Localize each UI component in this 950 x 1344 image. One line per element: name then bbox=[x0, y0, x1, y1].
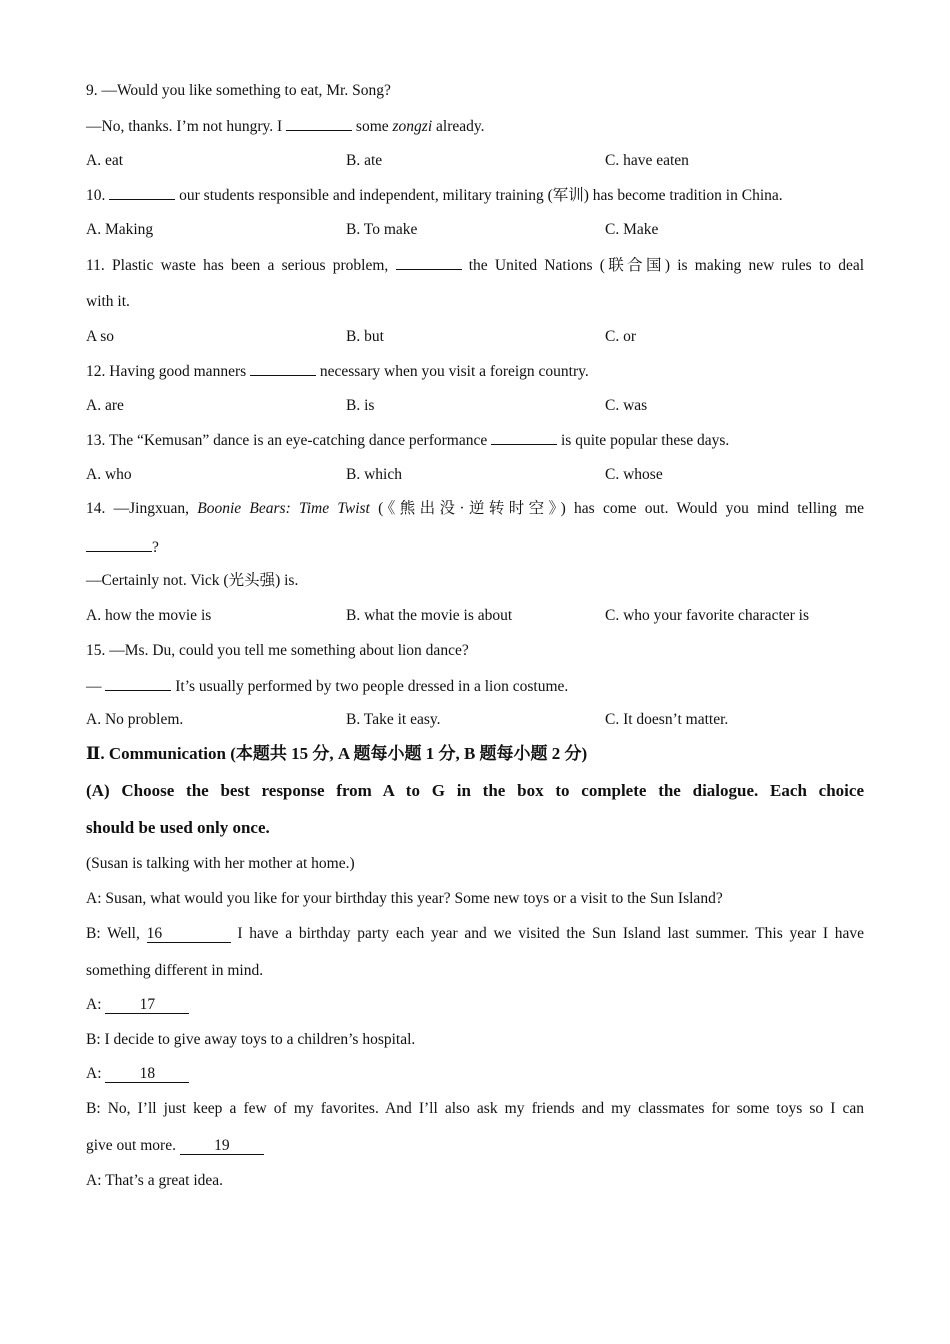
q13-option-c[interactable]: C. whose bbox=[605, 466, 663, 483]
dialogue-line-b3-cont bbox=[86, 1136, 864, 1156]
q15-option-c[interactable]: C. It doesn’t matter. bbox=[605, 711, 729, 728]
q11-option-a[interactable]: A so bbox=[86, 328, 114, 345]
q14-stem-line2 bbox=[86, 537, 864, 558]
q14-response-text: —Certainly not. Vick (光头强) is. bbox=[86, 572, 299, 589]
part-a-instruction-line2: should be used only once. bbox=[86, 818, 270, 837]
dialogue-line-a1 bbox=[86, 889, 864, 909]
q14-option-b[interactable]: B. what the movie is about bbox=[346, 607, 513, 624]
part-a-instruction-cont bbox=[86, 818, 864, 838]
q9-blank bbox=[286, 116, 352, 131]
q11-stem-line2-text: with it. bbox=[86, 293, 130, 310]
q12-stem-pre: 12. Having good manners bbox=[86, 363, 247, 380]
section-heading-text: Ⅱ. Communication (本题共 15 分, A 题每小题 1 分, B 题每小题 2 分) bbox=[86, 744, 588, 763]
q9-stem bbox=[86, 81, 864, 101]
q14-stem-pre: 14. —Jingxuan, bbox=[86, 500, 189, 517]
q13-option-b[interactable]: B. which bbox=[346, 466, 402, 483]
q15-response-post: It’s usually performed by two people dressed in a lion costume. bbox=[175, 678, 569, 695]
dialogue-b1-post: I have a birthday party each year and we visited the Sun Island last summer. This year I have bbox=[237, 925, 865, 942]
q10-option-b[interactable]: B. To make bbox=[346, 221, 418, 238]
q14-option-a[interactable]: A. how the movie is bbox=[86, 607, 212, 624]
q12-stem-post: necessary when you visit a foreign country. bbox=[319, 363, 589, 380]
answer-blank-17[interactable]: 17 bbox=[105, 997, 189, 1014]
dialogue-b1-pre: B: Well, bbox=[86, 925, 140, 942]
q11-stem-post: the United Nations (联合国) is making new rules to deal bbox=[468, 257, 865, 274]
q9-response-mid: some bbox=[355, 118, 389, 135]
q9-option-a[interactable]: A. eat bbox=[86, 152, 124, 169]
dialogue-line-b3 bbox=[86, 1099, 864, 1119]
q15-option-a[interactable]: A. No problem. bbox=[86, 711, 184, 728]
q10-option-c[interactable]: C. Make bbox=[605, 221, 659, 238]
q15-stem bbox=[86, 641, 864, 661]
q14-stem-post: (《熊出没·逆转时空》) has come out. Would you mind telling me bbox=[378, 500, 865, 517]
q10-blank bbox=[109, 185, 175, 200]
dialogue-line-b1-cont bbox=[86, 961, 864, 981]
q13-stem bbox=[86, 430, 864, 451]
q14-movie-title: Boonie Bears: Time Twist bbox=[197, 500, 370, 517]
q13-stem-post: is quite popular these days. bbox=[560, 432, 730, 449]
q11-stem-pre: 11. Plastic waste has been a serious problem, bbox=[86, 257, 389, 274]
section-heading bbox=[86, 744, 864, 764]
q15-option-b[interactable]: B. Take it easy. bbox=[346, 711, 441, 728]
answer-blank-19[interactable]: 19 bbox=[180, 1138, 264, 1155]
dialogue-b3-line2: give out more. bbox=[86, 1137, 176, 1154]
q11-option-b[interactable]: B. but bbox=[346, 328, 384, 345]
dialogue-line-b2 bbox=[86, 1030, 864, 1050]
dialogue-a4-text: A: That’s a great idea. bbox=[86, 1172, 224, 1189]
q9-option-c[interactable]: C. have eaten bbox=[605, 152, 689, 169]
q12-option-a[interactable]: A. are bbox=[86, 397, 124, 414]
q10-option-a[interactable]: A. Making bbox=[86, 221, 154, 238]
q12-option-b[interactable]: B. is bbox=[346, 397, 375, 414]
dialogue-line-a3 bbox=[86, 1064, 864, 1084]
q15-response bbox=[86, 676, 864, 697]
q9-stem-text: 9. —Would you like something to eat, Mr. Song? bbox=[86, 82, 391, 99]
q13-stem-pre: 13. The “Kemusan” dance is an eye-catching dance performance bbox=[86, 432, 488, 449]
dialogue-context-text: (Susan is talking with her mother at home.) bbox=[86, 855, 355, 872]
answer-blank-16[interactable]: 16 bbox=[147, 926, 231, 943]
dialogue-b2-text: B: I decide to give away toys to a children’s hospital. bbox=[86, 1031, 416, 1048]
dialogue-b1-line2: something different in mind. bbox=[86, 962, 264, 979]
q15-stem-text: 15. —Ms. Du, could you tell me something about lion dance? bbox=[86, 642, 469, 659]
q9-option-b[interactable]: B. ate bbox=[346, 152, 383, 169]
q11-blank bbox=[396, 255, 462, 270]
part-a-instruction-line1: (A) Choose the best response from A to G in the box to complete the dialogue. Each choice bbox=[86, 781, 864, 800]
q14-question-mark: ? bbox=[152, 539, 159, 556]
q9-response-pre: —No, thanks. I’m not hungry. I bbox=[86, 118, 283, 135]
q10-stem bbox=[86, 185, 864, 206]
q10-stem-post: our students responsible and independent, military training (军训) has become tradition in China. bbox=[179, 187, 783, 204]
part-a-instruction bbox=[86, 781, 864, 801]
q11-stem bbox=[86, 255, 864, 276]
q9-response bbox=[86, 116, 864, 137]
dialogue-a2-speaker: A: bbox=[86, 996, 102, 1013]
q11-stem-line2 bbox=[86, 292, 864, 312]
q10-number: 10. bbox=[86, 187, 106, 204]
q12-blank bbox=[250, 361, 316, 376]
q13-option-a[interactable]: A. who bbox=[86, 466, 132, 483]
dialogue-line-b1 bbox=[86, 924, 864, 944]
dialogue-a1-text: A: Susan, what would you like for your birthday this year? Some new toys or a visit to the Sun Island? bbox=[86, 890, 723, 907]
q12-stem bbox=[86, 361, 864, 382]
dialogue-a3-speaker: A: bbox=[86, 1065, 102, 1082]
dialogue-b3-text: B: No, I’ll just keep a few of my favorites. And I’ll also ask my friends and my classmates for some toys so I can bbox=[86, 1100, 864, 1117]
q12-option-c[interactable]: C. was bbox=[605, 397, 648, 414]
q14-response bbox=[86, 571, 864, 591]
q14-stem bbox=[86, 499, 864, 519]
dialogue-line-a2 bbox=[86, 995, 864, 1015]
q9-response-post: already. bbox=[436, 118, 485, 135]
q13-blank bbox=[491, 430, 557, 445]
q9-response-italic: zongzi bbox=[392, 118, 433, 135]
q11-option-c[interactable]: C. or bbox=[605, 328, 636, 345]
answer-blank-18[interactable]: 18 bbox=[105, 1066, 189, 1083]
q15-response-dash: — bbox=[86, 678, 102, 695]
q14-option-c[interactable]: C. who your favorite character is bbox=[605, 607, 810, 624]
q14-blank bbox=[86, 537, 152, 552]
q15-blank bbox=[105, 676, 171, 691]
dialogue-context bbox=[86, 854, 864, 874]
dialogue-line-a4 bbox=[86, 1171, 864, 1191]
